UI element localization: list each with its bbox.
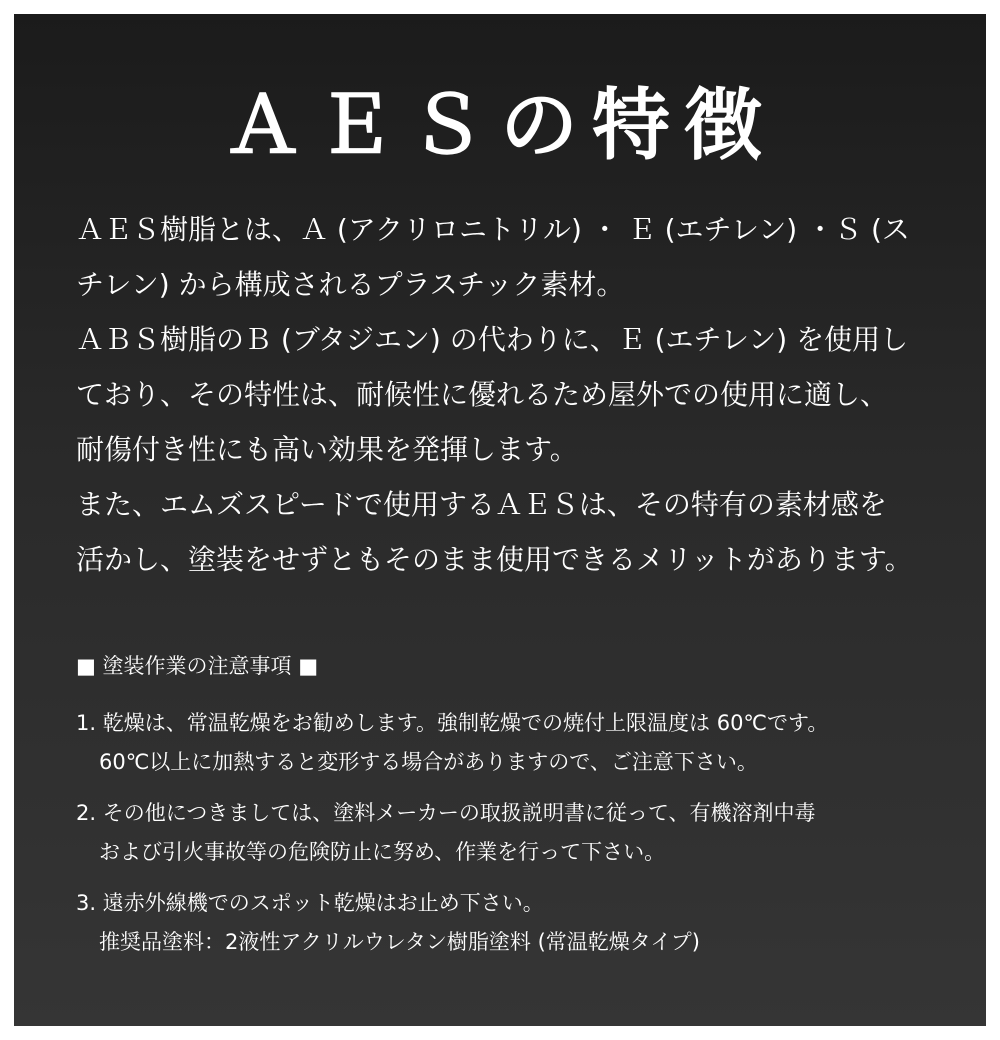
- intro-line: 耐傷付き性にも高い効果を発揮します。: [76, 433, 578, 466]
- intro-line: ており、その特性は、耐候性に優れるため屋外での使用に適し、: [76, 378, 889, 411]
- note-line: および引火事故等の危険防止に努め、作業を行って下さい。: [99, 840, 666, 864]
- notes-list: [76, 704, 956, 974]
- intro-line: チレン) から構成されるプラスチック素材。: [76, 268, 625, 301]
- note-item: [76, 704, 956, 782]
- note-line: 1. 乾燥は、常温乾燥をお勧めします。強制乾燥での焼付上限温度は 60℃です。: [76, 711, 829, 735]
- intro-line: ＡＥＳ樹脂とは、Ａ (アクリロニトリル) ・ Ｅ (エチレン) ・Ｓ (ス: [76, 213, 910, 246]
- page-title: ＡＥＳの特徴: [223, 81, 776, 171]
- intro-line: また、エムズスピードで使用するＡＥＳは、その特有の素材感を: [76, 488, 887, 521]
- note-item: [76, 884, 956, 962]
- intro-line: 活かし、塗装をせずともそのまま使用できるメリットがあります。: [76, 543, 913, 576]
- note-item: [76, 794, 956, 872]
- intro-line: ＡＢＳ樹脂のＢ (ブタジエン) の代わりに、Ｅ (エチレン) を使用し: [76, 323, 909, 356]
- note-line: 推奨品塗料：2液性アクリルウレタン樹脂塗料 (常温乾燥タイプ): [99, 930, 700, 954]
- intro-paragraph: [76, 202, 956, 587]
- note-line: 60℃以上に加熱すると変形する場合がありますので、ご注意下さい。: [99, 750, 758, 774]
- note-line: 2. その他につきましては、塗料メーカーの取扱説明書に従って、有機溶剤中毒: [76, 801, 816, 825]
- feature-panel: [14, 14, 986, 1026]
- note-line: 3. 遠赤外線機でのスポット乾燥はお止め下さい。: [76, 891, 544, 915]
- notes-heading: ■ 塗装作業の注意事項 ■: [76, 654, 319, 678]
